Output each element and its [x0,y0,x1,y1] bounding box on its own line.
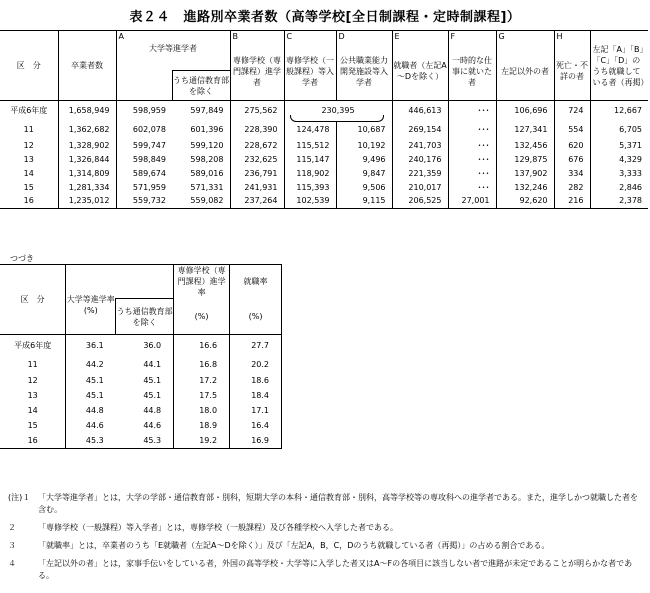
table-row: 11 1,362,682 602,078 601,396 228,390 124,478 10,687 269,154 ･･･ 127,341 554 6,705 [0,122,648,139]
table-row: 16 1,235,012 559,732 559,082 237,264 102,539 9,115 206,525 27,001 92,620 216 2,378 [0,195,648,209]
table-row: 14 44.8 44.8 18.0 17.1 [0,404,282,419]
rate-header-correspondence: うち通信教育部を除く [116,299,174,335]
table-row: 15 44.6 44.6 18.9 16.4 [0,419,282,434]
table-row: 13 45.1 45.1 17.5 18.4 [0,389,282,404]
table-row: 平成6年度 36.1 36.0 16.6 27.7 [0,335,282,357]
rate-table: 区 分 専修学校（専門課程）進学率 就職率 大学等進学率 (%) うち通信教育部を除く (%) (%) 平成6年度 36.1 36.0 16.6 27.7 11 44.2 44.1 16.8 20.2 12 45.1 45.1 17.2 18.6 13 45.1 45.1 17.5 18.4 14 44.8 44.8 18.0 17.1 15 44.6 44.6 18.9 16.4 16 45.3 45.3 19.2 16.9 [0,264,282,449]
header-e: 就職者（左記A～Dを除く） [392,43,448,101]
table-row: 15 1,281,334 571,959 571,331 241,931 115,393 9,506 210,017 ･･･ 132,246 282 2,846 [0,181,648,195]
col-letter-d: D [338,31,345,41]
table-row: 14 1,314,809 589,674 589,016 236,791 118,902 9,847 221,359 ･･･ 137,902 334 3,333 [0,167,648,181]
footnotes [4,492,644,588]
col-letter-h: H [556,31,563,41]
header-category: 区 分 [0,31,58,101]
header-g: 左記以外の者 [496,43,554,101]
rate-header-senshu: 専修学校（専門課程）進学率 [174,265,230,299]
table-row: 13 1,326,844 598,849 598,208 232,625 115,147 9,496 240,176 ･･･ 129,875 676 4,329 [0,153,648,167]
table-row: 12 45.1 45.1 17.2 18.6 [0,374,282,389]
page-title: 表２４ 進路別卒業者数（高等学校[全日制課程・定時制課程]） [129,10,521,25]
header-univ: 大学等進学者 [116,43,230,71]
table-row: 11 44.2 44.1 16.8 20.2 [0,357,282,374]
rate-header-employment: 就職率 [230,265,282,299]
header-b: 専修学校（専門課程）進学者 [230,43,284,101]
footnote-1: (注)１ 「大学等進学者」とは，大学の学部・通信教育部・別科，短期大学の本科・通信教育部・別科，高等学校等の専攻科への進学者である。また，進学しかつ就職した者を含む。 [8,493,638,514]
merged-cd-brace [290,115,384,122]
col-letter-a: A [118,31,124,41]
header-univ-correspondence: うち通信教育部を除く [172,71,230,101]
col-letter-f: F [450,31,456,41]
header-c: 専修学校（一般課程）等入学者 [284,43,336,101]
col-letter-c: C [286,31,293,41]
merged-cd-value: 230,395 [284,101,392,122]
header-d: 公共職業能力開発施設等入学者 [336,43,392,101]
header-employed-recount: 左記「A」「B」「C」「D」のうち就職している者（再掲） [592,44,649,87]
table-row: 16 45.3 45.3 19.2 16.9 [0,434,282,449]
header-h: 死亡・不詳の者 [554,43,590,101]
table-row: 平成6年度 1,658,949 598,959 597,849 275,562 230,395 446,613 ･･･ 106,696 724 12,667 [0,101,648,122]
col-letter-g: G [498,31,505,41]
footnote-3: ３ 「就職率」とは，卒業者のうち「E就職者（左記A～Dを除く）」及び「左記A，B，C，Dのうち就職している者（再掲）」の占める割合である。 [8,541,550,550]
rate-header-category: 区 分 [0,265,66,335]
footnote-2: ２ 「専修学校（一般課程）等入学者」とは，専修学校（一般課程）及び各種学校へ入学した者である。 [8,523,398,532]
header-graduates: 卒業者数 [58,31,116,101]
footnote-4: ４ 「左記以外の者」とは，家事手伝いをしている者，外国の高等学校・大学等に入学した者又はA～Fの各項目に該当しない者で進路が未定であることが明らかな者である。 [8,559,633,580]
col-letter-e: E [394,31,400,41]
header-f: 一時的な仕事に就いた者 [448,43,496,101]
table-row: 12 1,328,902 599,747 599,120 228,672 115,512 10,192 241,703 ･･･ 132,456 620 5,371 [0,139,648,153]
continued-label: つづき [10,254,34,263]
col-letter-b: B [232,31,238,41]
rate-header-univ: 大学等進学率 (%) [66,295,115,316]
